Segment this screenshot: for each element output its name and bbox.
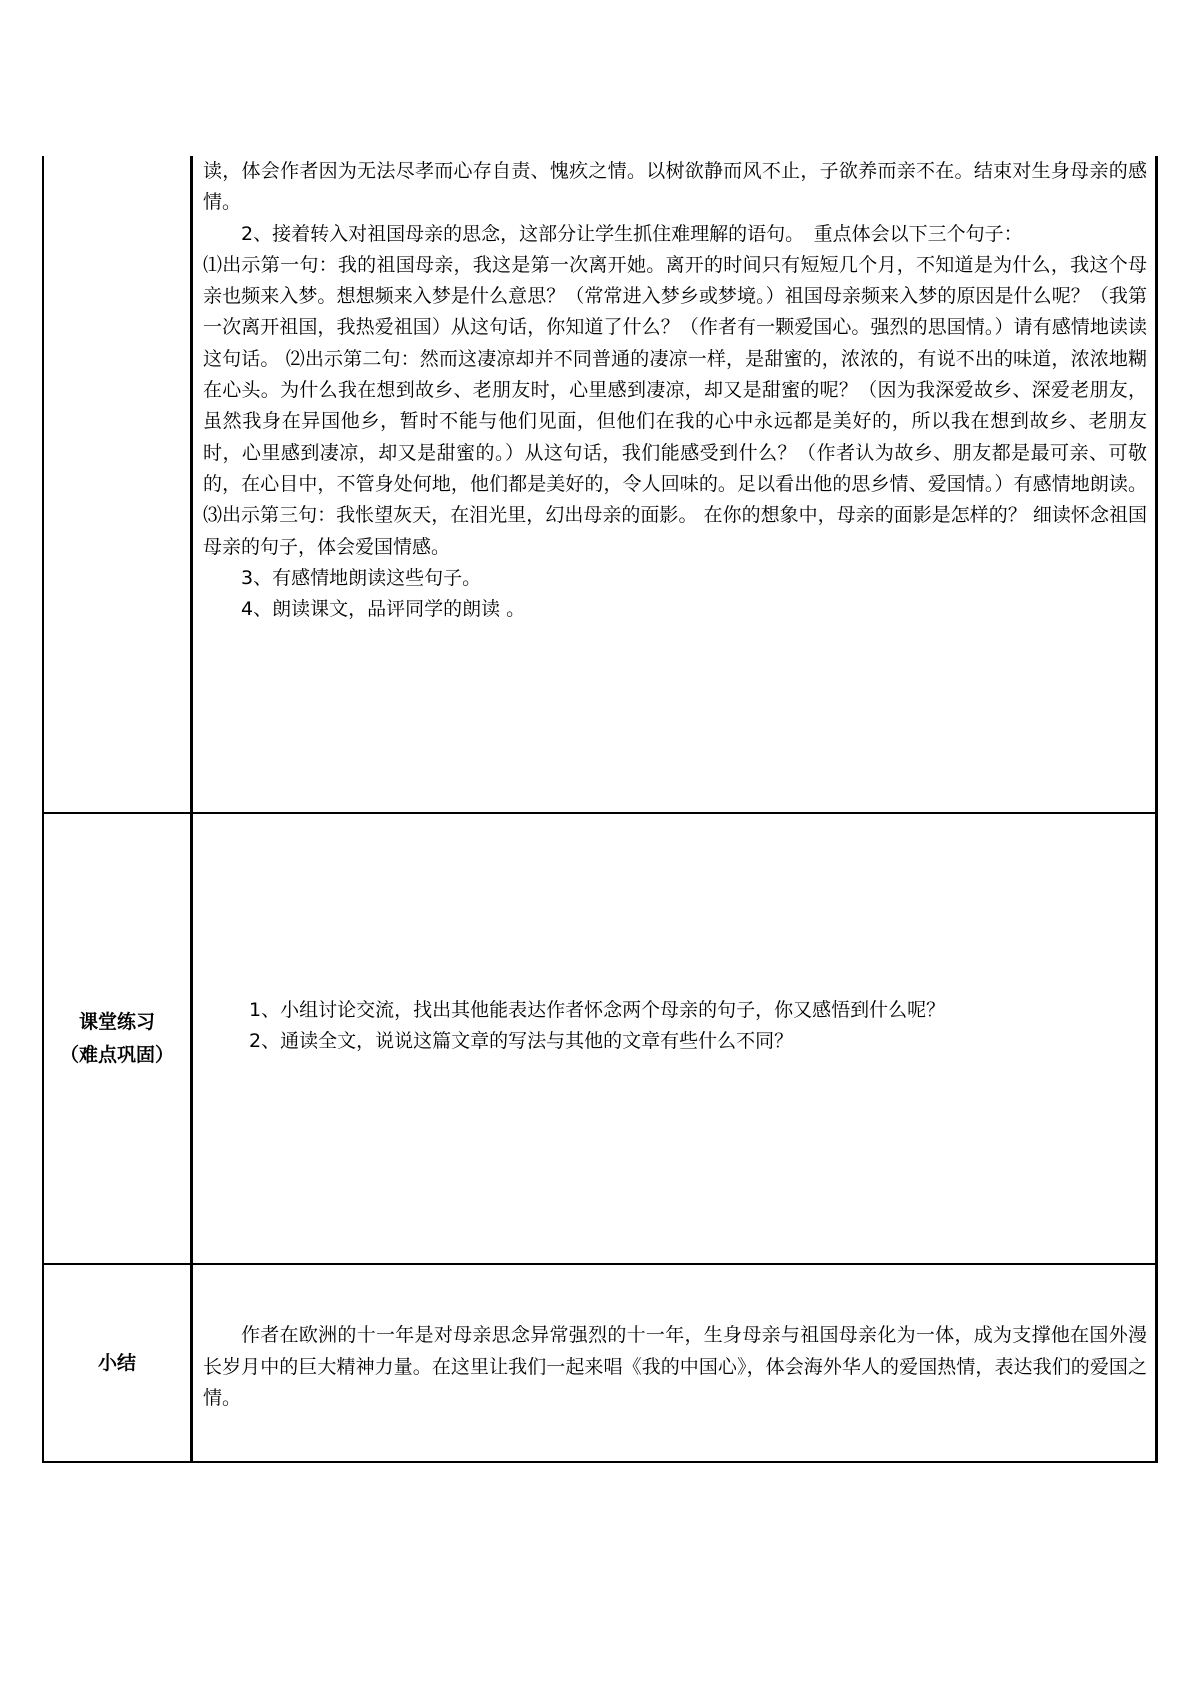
summary-row bbox=[43, 1264, 1157, 1462]
practice-sublabel: （难点巩固） bbox=[59, 1043, 174, 1066]
paragraph-continuation: 读，体会作者因为无法尽孝而心存自责、愧疚之情。以树欲静而风不止，子欲养而亲不在。结束对生身母亲的感情。 bbox=[203, 160, 1147, 214]
paragraph-step-4: 4、朗读课文，品评同学的朗读 。 bbox=[241, 598, 526, 621]
practice-cell bbox=[192, 813, 1157, 1264]
paragraph-step-3: 3、有感情地朗读这些句子。 bbox=[241, 566, 482, 589]
teaching-process-row bbox=[43, 156, 1157, 813]
row-label-empty bbox=[43, 156, 192, 813]
practice-label-cell bbox=[43, 813, 192, 1264]
practice-item-1: 1、小组讨论交流，找出其他能表达作者怀念两个母亲的句子，你又感悟到什么呢？ bbox=[249, 999, 946, 1021]
paragraph-sentences: ⑴出示第一句：我的祖国母亲，我这是第一次离开她。离开的时间只有短短几个月，不知道是为什么，我这个母亲也频来入梦。想想频来入梦是什么意思？（常常进入梦乡或梦境。）祖国母亲频来入梦的原因是什么呢？（我第一次离开祖国，我热爱祖国）从这句话，你知道了什么？（作者有一颗爱国心。强烈的思国情。）请有感情地读读这句话。 ⑵出示第二句：然而这凄凉却并不同普通的凄凉一样，是甜蜜的，浓浓的，有说不出的味道，浓浓地糊在心头。为什么我在想到故乡、老朋友时，心里感到凄凉，却又是甜蜜的呢？（因为我深爱故乡、深爱老朋友，虽然我身在异国他乡，暂时不能与他们见面，但他们在我的心中永远都是美好的，所以我在想到故乡、老朋友时，心里感到凄凉，却又是甜蜜的。）从这句话，我们能感受到什么？（作者认为故乡、朋友都是最可亲、可敬的，在心目中，不管身处何地，他们都是美好的，令人回味的。足以看出他的思乡情、爱国情。）有感情地朗读。 ⑶出示第三句：我怅望灰天，在泪光里，幻出母亲的面影。 在你的想象中，母亲的面影是怎样的？ 细读怀念祖国母亲的句子，体会爱国情感。 bbox=[203, 253, 1147, 558]
summary-label: 小结 bbox=[97, 1351, 136, 1374]
practice-item-2: 2、通读全文，说说这篇文章的写法与其他的文章有些什么不同？ bbox=[249, 1030, 794, 1052]
practice-content bbox=[193, 814, 1155, 1057]
summary-content bbox=[193, 1265, 1155, 1415]
paragraph-step-2: 2、接着转入对祖国母亲的思念，这部分让学生抓住难理解的语句。 重点体会以下三个句子： bbox=[241, 222, 1023, 245]
practice-row bbox=[43, 813, 1157, 1264]
practice-label: 课堂练习 bbox=[78, 1010, 155, 1033]
teaching-process-content bbox=[193, 156, 1155, 625]
summary-label-cell bbox=[43, 1264, 192, 1462]
summary-text: 作者在欧洲的十一年是对母亲思念异常强烈的十一年，生身母亲与祖国母亲化为一体，成为支撑他在国外漫长岁月中的巨大精神力量。在这里让我们一起来唱《我的中国心》，体会海外华人的爱国热情，表达我们的爱国之情。 bbox=[203, 1324, 1147, 1410]
teaching-process-cell bbox=[192, 156, 1157, 813]
summary-cell bbox=[192, 1264, 1157, 1462]
lesson-plan-table bbox=[42, 156, 1158, 1463]
